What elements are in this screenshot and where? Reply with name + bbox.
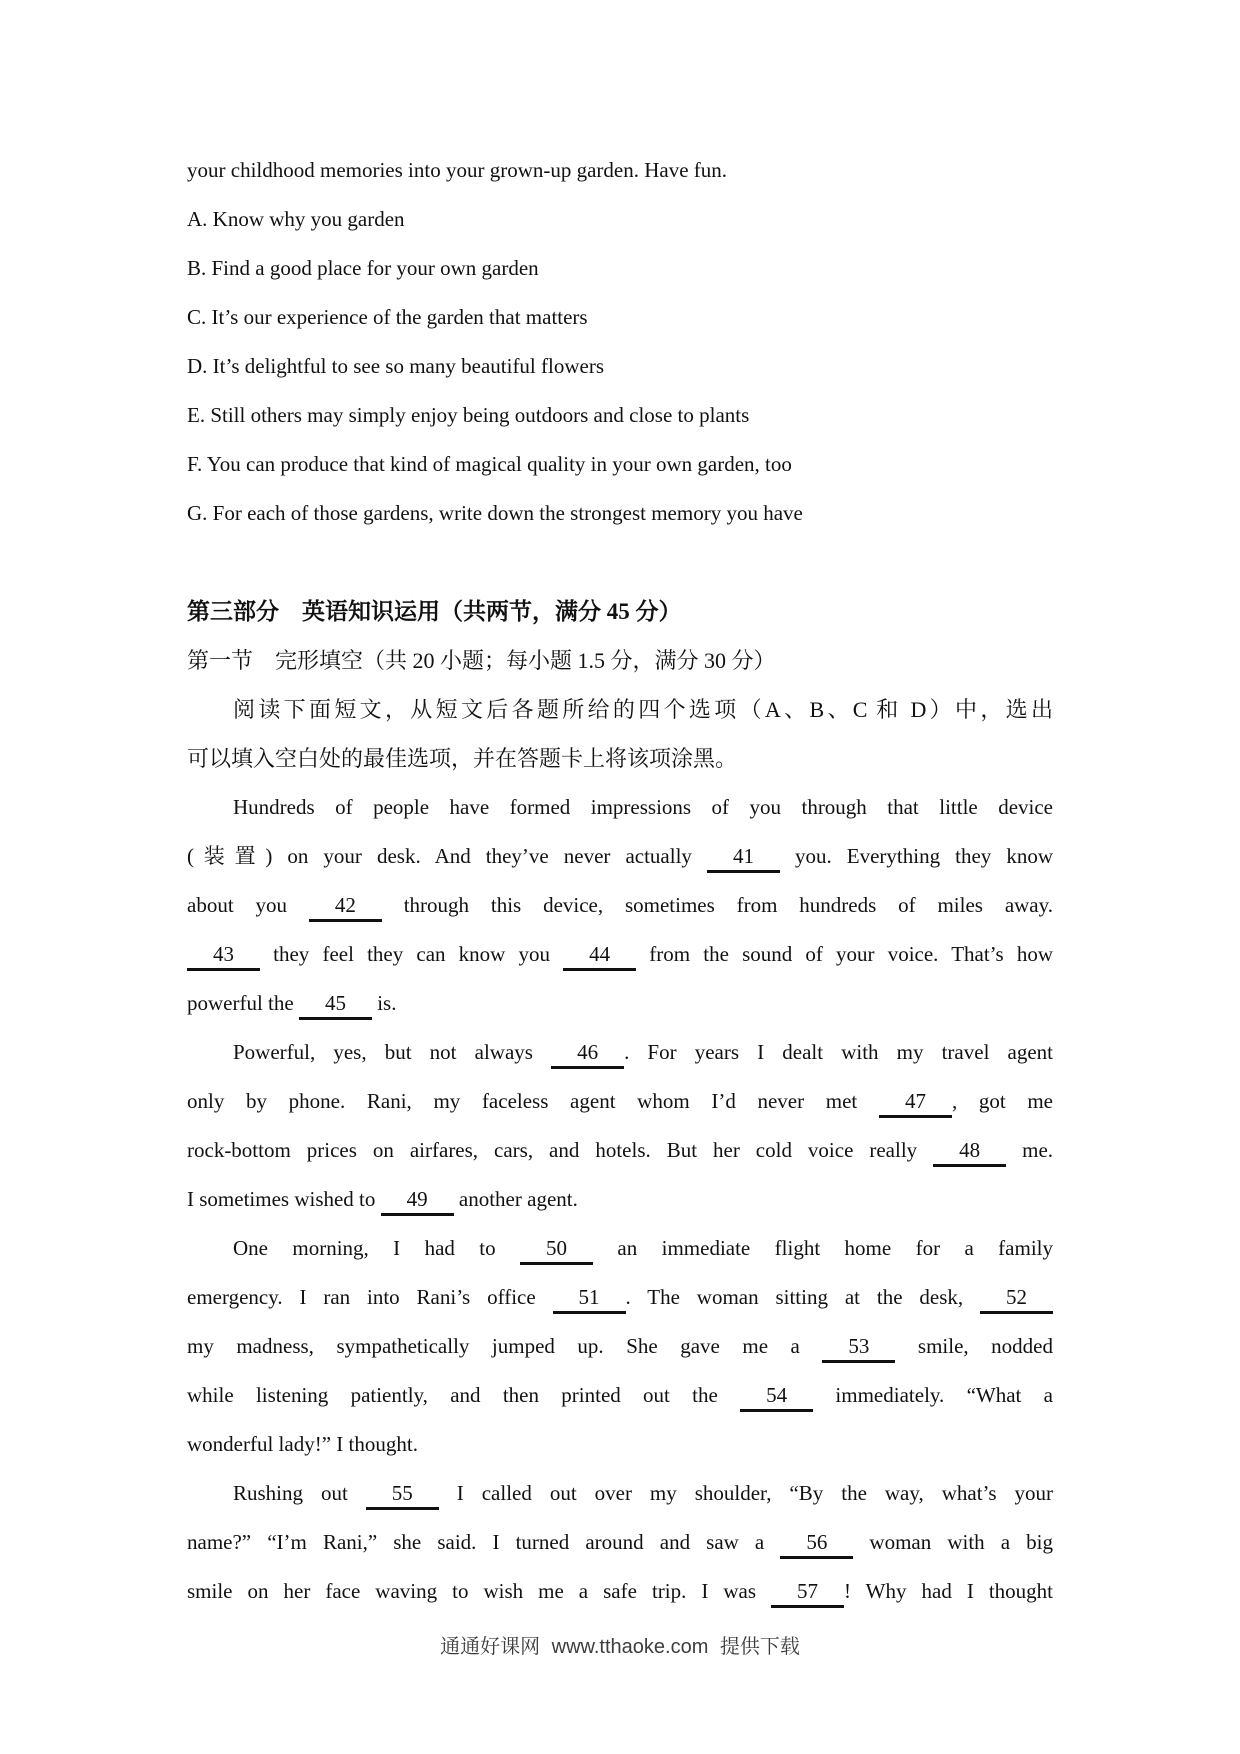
instructions	[187, 685, 1053, 783]
cloze-line: smile on her face waving to wish me a safe trip. I was 57 ! Why had I thought	[187, 1567, 1053, 1616]
cloze-blank-57: 57	[771, 1577, 844, 1608]
page-content	[187, 146, 1053, 1616]
option-line: G. For each of those gardens, write down the strongest memory you have	[187, 501, 803, 525]
cloze-line: Rushing out 55 I called out over my shoulder, “By the way, what’s your	[187, 1469, 1053, 1518]
cloze-blank-41: 41	[707, 842, 780, 873]
cloze-blank-54: 54	[740, 1381, 813, 1412]
page-footer: 通通好课网 www.tthaoke.com 提供下载	[440, 1636, 800, 1658]
options-list	[187, 195, 1053, 538]
cloze-line: emergency. I ran into Rani’s office 51 . The woman sitting at the desk, 52	[187, 1273, 1053, 1322]
cloze-blank-45: 45	[299, 989, 372, 1020]
cloze-line: Hundreds of people have formed impressions of you through that little device	[233, 795, 1053, 819]
option-line: D. It’s delightful to see so many beautiful flowers	[187, 354, 604, 378]
cloze-blank-56: 56	[780, 1528, 853, 1559]
cloze-passage	[187, 783, 1053, 1616]
cloze-blank-52: 52	[980, 1283, 1053, 1314]
option-line: C. It’s our experience of the garden that matters	[187, 305, 588, 329]
option-line: F. You can produce that kind of magical quality in your own garden, too	[187, 452, 792, 476]
cloze-blank-42: 42	[309, 891, 382, 922]
cloze-blank-48: 48	[933, 1136, 1006, 1167]
section-heading: 第一节 完形填空（共 20 小题；每小题 1.5 分，满分 30 分）	[187, 648, 776, 673]
cloze-blank-55: 55	[366, 1479, 439, 1510]
cloze-line: only by phone. Rani, my faceless agent whom I’d never met 47 , got me	[187, 1077, 1053, 1126]
cloze-line: wonderful lady!” I thought.	[187, 1432, 418, 1456]
cloze-line: while listening patiently, and then printed out the 54 immediately. “What a	[187, 1371, 1053, 1420]
cloze-blank-50: 50	[520, 1234, 593, 1265]
passage-tail-line: your childhood memories into your grown-up garden. Have fun.	[187, 158, 728, 182]
cloze-line: about you 42 through this device, sometimes from hundreds of miles away.	[187, 881, 1053, 930]
cloze-blank-49: 49	[381, 1185, 454, 1216]
cloze-blank-46: 46	[551, 1038, 624, 1069]
cloze-line: powerful the 45 is.	[187, 979, 1053, 1028]
cloze-blank-53: 53	[822, 1332, 895, 1363]
cloze-blank-47: 47	[879, 1087, 952, 1118]
cloze-line: name?” “I’m Rani,” she said. I turned around and saw a 56 woman with a big	[187, 1518, 1053, 1567]
cloze-line: (装置) on your desk. And they’ve never actually 41 you. Everything they know	[187, 832, 1053, 881]
cloze-line: Powerful, yes, but not always 46 . For years I dealt with my travel agent	[187, 1028, 1053, 1077]
cloze-line: 43 they feel they can know you 44 from the sound of your voice. That’s how	[187, 930, 1053, 979]
cloze-line: rock-bottom prices on airfares, cars, and hotels. But her cold voice really 48 me.	[187, 1126, 1053, 1175]
cloze-blank-43: 43	[187, 940, 260, 971]
instruction-line: 可以填入空白处的最佳选项，并在答题卡上将该项涂黑。	[187, 746, 738, 771]
instruction-line: 阅读下面短文，从短文后各题所给的四个选项（A、B、C 和 D）中，选出	[233, 697, 1053, 722]
cloze-blank-44: 44	[563, 940, 636, 971]
option-line: E. Still others may simply enjoy being outdoors and close to plants	[187, 403, 750, 427]
cloze-line: I sometimes wished to 49 another agent.	[187, 1175, 1053, 1224]
part-heading: 第三部分 英语知识运用（共两节，满分 45 分）	[187, 599, 682, 624]
option-line: B. Find a good place for your own garden	[187, 256, 539, 280]
cloze-line: my madness, sympathetically jumped up. She gave me a 53 smile, nodded	[187, 1322, 1053, 1371]
cloze-blank-51: 51	[553, 1283, 626, 1314]
option-line: A. Know why you garden	[187, 207, 405, 231]
blank-line	[187, 538, 1053, 587]
cloze-line: One morning, I had to 50 an immediate flight home for a family	[187, 1224, 1053, 1273]
